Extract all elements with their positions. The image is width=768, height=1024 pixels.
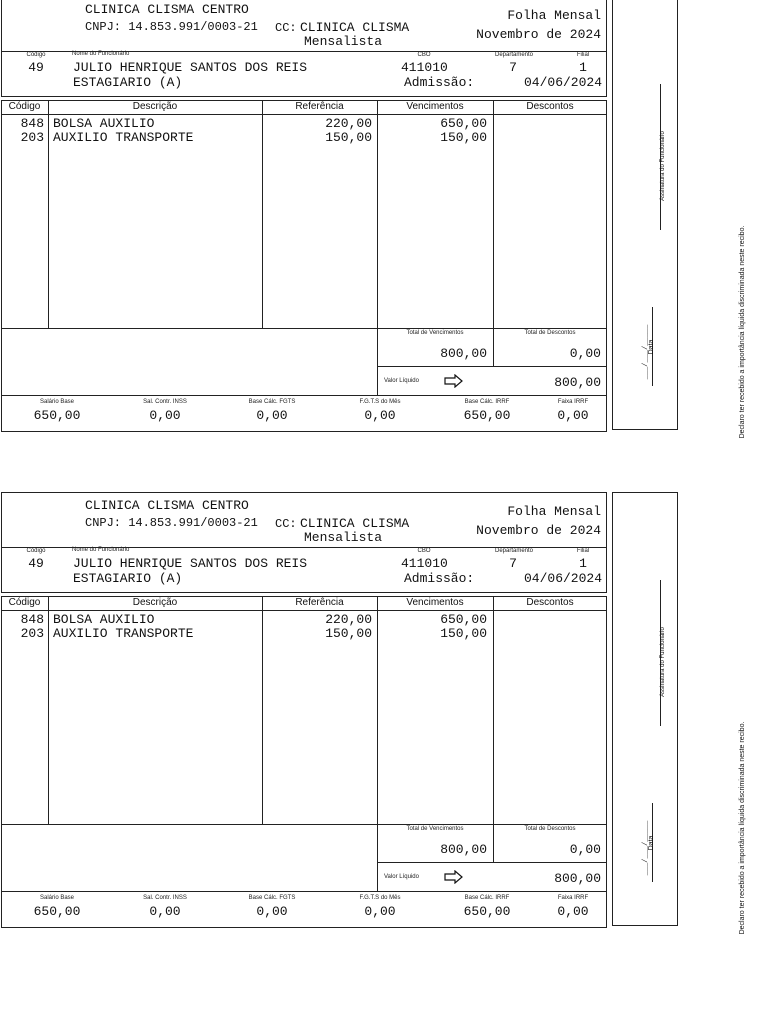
- net-value-label: Valor Líquido: [384, 874, 419, 880]
- branch-label: Filial: [576, 548, 590, 554]
- fgts-base-label: Base Cálc. FGTS: [248, 399, 296, 405]
- fgts-base: 0,00: [256, 408, 288, 423]
- employee-name-label: Nome do Funcionário: [72, 51, 130, 57]
- col-header-code: Código: [8, 101, 41, 112]
- fgts-base: 0,00: [256, 904, 288, 919]
- employee-code: 49: [28, 60, 44, 75]
- arrow-right-icon: [444, 374, 464, 388]
- date-label: Data: [648, 835, 655, 851]
- company-cnpj: CNPJ: 14.853.991/0003-21: [85, 516, 258, 530]
- irrf-base-label: Base Cálc. IRRF: [464, 399, 510, 405]
- item-earnings: 650,00: [440, 612, 487, 627]
- item-row: [0, 117, 607, 131]
- item-code: 203: [20, 130, 44, 145]
- item-earnings: 150,00: [440, 130, 487, 145]
- col-header-description: Descrição: [132, 101, 178, 112]
- employee-name-label: Nome do Funcionário: [72, 547, 130, 553]
- item-row: [0, 613, 607, 627]
- company-cnpj: CNPJ: 14.853.991/0003-21: [85, 20, 258, 34]
- sheet-type: Folha Mensal: [507, 504, 601, 519]
- signature-label: Assinatura do Funcionário: [660, 131, 666, 201]
- company-name: CLINICA CLISMA CENTRO: [85, 2, 249, 17]
- fgts-month-label: F.G.T.S do Mês: [359, 399, 401, 405]
- payslip-1: [0, 0, 746, 439]
- department-label: Departamento: [494, 52, 534, 58]
- branch-label: Filial: [576, 52, 590, 58]
- item-earnings: 150,00: [440, 626, 487, 641]
- cost-center-label: CC:: [275, 21, 297, 35]
- admission-date: 04/06/2024: [523, 75, 602, 90]
- irrf-bracket-label: Faixa IRRF: [557, 399, 589, 405]
- employee-code-label: Código: [26, 548, 46, 554]
- item-description: AUXILIO TRANSPORTE: [53, 626, 194, 641]
- item-reference: 150,00: [325, 130, 372, 145]
- item-reference: 150,00: [325, 626, 372, 641]
- col-header-code: Código: [8, 597, 41, 608]
- date-blank: ___/___/_____: [642, 324, 650, 380]
- company-name: CLINICA CLISMA CENTRO: [85, 498, 249, 513]
- payroll-period: Novembro de 2024: [476, 27, 601, 42]
- item-description: AUXILIO TRANSPORTE: [53, 130, 194, 145]
- payslip-2: [0, 496, 746, 935]
- total-deductions-label: Total de Descontos: [524, 330, 576, 336]
- fgts-base-label: Base Cálc. FGTS: [248, 895, 296, 901]
- col-header-reference: Referência: [295, 101, 344, 112]
- item-description: BOLSA AUXILIO: [53, 116, 155, 131]
- admission-label: Admissão:: [404, 571, 475, 586]
- cbo-label: CBO: [417, 548, 431, 554]
- declaration-text: Declaro ter recebido a importância líquida discriminada neste recibo.: [739, 721, 746, 935]
- sheet-type: Folha Mensal: [507, 8, 601, 23]
- irrf-base: 650,00: [463, 408, 511, 423]
- cost-center-type: Mensalista: [304, 34, 383, 49]
- employee-branch: 1: [579, 60, 587, 75]
- payroll-period: Novembro de 2024: [476, 523, 601, 538]
- fgts-month: 0,00: [364, 904, 396, 919]
- item-reference: 220,00: [325, 612, 372, 627]
- net-value-label: Valor Líquido: [384, 378, 419, 384]
- inss-base-label: Sal. Contr. INSS: [143, 399, 187, 405]
- item-code: 848: [20, 612, 44, 627]
- signature-label: Assinatura do Funcionário: [660, 627, 666, 697]
- irrf-bracket-label: Faixa IRRF: [557, 895, 589, 901]
- employee-cbo: 411010: [401, 60, 448, 75]
- col-header-description: Descrição: [132, 597, 178, 608]
- date-blank: ___/___/_____: [642, 820, 650, 876]
- item-row: [0, 131, 607, 145]
- total-earnings: 800,00: [440, 842, 487, 857]
- employee-role: ESTAGIARIO (A): [73, 75, 183, 90]
- inss-base: 0,00: [149, 408, 181, 423]
- inss-base: 0,00: [149, 904, 181, 919]
- admission-label: Admissão:: [404, 75, 475, 90]
- total-deductions: 0,00: [569, 842, 601, 857]
- employee-role: ESTAGIARIO (A): [73, 571, 183, 586]
- col-header-earnings: Vencimentos: [406, 101, 464, 112]
- employee-name: JULIO HENRIQUE SANTOS DOS REIS: [73, 556, 308, 571]
- department-label: Departamento: [494, 548, 534, 554]
- total-earnings-label: Total de Vencimentos: [406, 330, 464, 336]
- total-deductions-label: Total de Descontos: [524, 826, 576, 832]
- base-salary: 650,00: [33, 904, 81, 919]
- total-earnings: 800,00: [440, 346, 487, 361]
- item-row: [0, 627, 607, 641]
- net-value: 800,00: [554, 871, 601, 886]
- cost-center-type: Mensalista: [304, 530, 383, 545]
- net-value: 800,00: [554, 375, 601, 390]
- irrf-base-label: Base Cálc. IRRF: [464, 895, 510, 901]
- employee-code: 49: [28, 556, 44, 571]
- col-header-deductions: Descontos: [526, 597, 574, 608]
- fgts-month-label: F.G.T.S do Mês: [359, 895, 401, 901]
- admission-date: 04/06/2024: [523, 571, 602, 586]
- employee-code-label: Código: [26, 52, 46, 58]
- item-code: 848: [20, 116, 44, 131]
- items-body: [1, 114, 607, 329]
- employee-branch: 1: [579, 556, 587, 571]
- item-earnings: 650,00: [440, 116, 487, 131]
- employee-name: JULIO HENRIQUE SANTOS DOS REIS: [73, 60, 308, 75]
- date-label: Data: [648, 339, 655, 355]
- col-header-reference: Referência: [295, 597, 344, 608]
- employee-department: 7: [509, 60, 517, 75]
- total-deductions: 0,00: [569, 346, 601, 361]
- item-reference: 220,00: [325, 116, 372, 131]
- irrf-bracket: 0,00: [557, 408, 589, 423]
- cost-center-value: CLINICA CLISMA: [300, 20, 410, 35]
- employee-department: 7: [509, 556, 517, 571]
- cost-center-value: CLINICA CLISMA: [300, 516, 410, 531]
- total-earnings-label: Total de Vencimentos: [406, 826, 464, 832]
- col-header-deductions: Descontos: [526, 101, 574, 112]
- irrf-base: 650,00: [463, 904, 511, 919]
- item-code: 203: [20, 626, 44, 641]
- employee-cbo: 411010: [401, 556, 448, 571]
- fgts-month: 0,00: [364, 408, 396, 423]
- item-description: BOLSA AUXILIO: [53, 612, 155, 627]
- col-header-earnings: Vencimentos: [406, 597, 464, 608]
- arrow-right-icon: [444, 870, 464, 884]
- base-salary: 650,00: [33, 408, 81, 423]
- irrf-bracket: 0,00: [557, 904, 589, 919]
- base-salary-label: Salário Base: [39, 399, 75, 405]
- inss-base-label: Sal. Contr. INSS: [143, 895, 187, 901]
- items-body: [1, 610, 607, 825]
- cbo-label: CBO: [417, 52, 431, 58]
- base-salary-label: Salário Base: [39, 895, 75, 901]
- cost-center-label: CC:: [275, 517, 297, 531]
- declaration-text: Declaro ter recebido a importância líquida discriminada neste recibo.: [739, 225, 746, 439]
